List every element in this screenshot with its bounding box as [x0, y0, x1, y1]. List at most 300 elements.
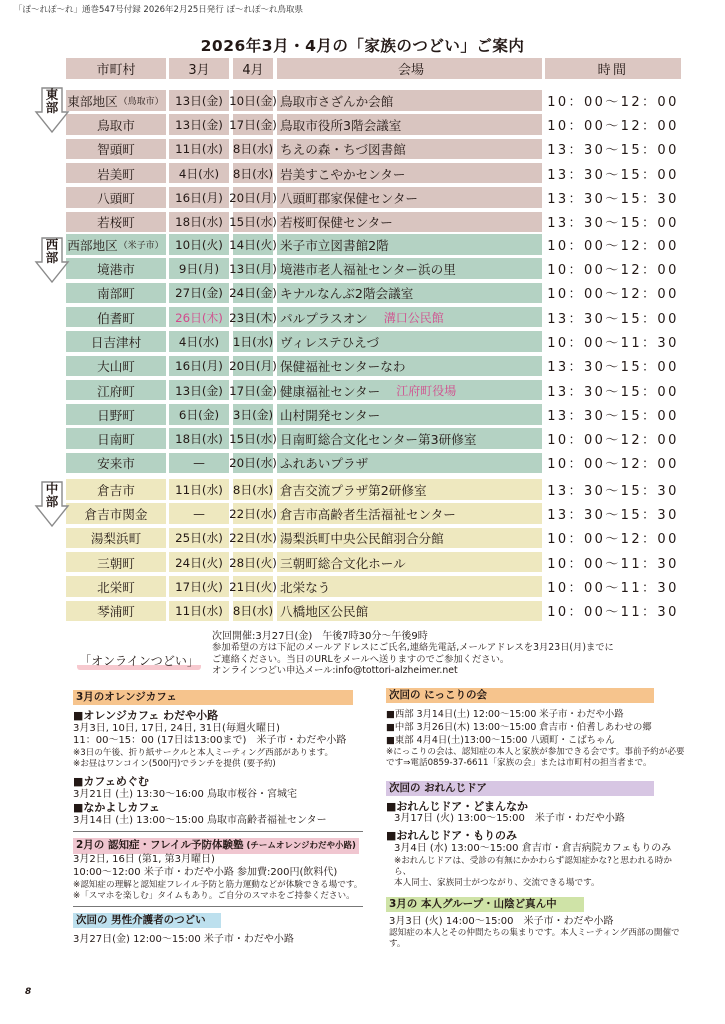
venue-cell	[277, 356, 542, 377]
table-row	[66, 307, 681, 328]
april-date-cell-text: 20日(月)	[229, 359, 277, 374]
march-date-cell-text: 13日(金)	[175, 118, 223, 133]
page-title: 2026年3月・4月の「家族のつどい」ご案内	[200, 37, 525, 55]
april-date-cell-text: 28日(火)	[229, 555, 277, 570]
venue-cell-text: 鳥取市さざんか会館	[280, 93, 394, 109]
march-date-cell-text: —	[193, 455, 205, 470]
march-date-cell-text: 4日(水)	[178, 166, 220, 181]
col-town-header: 市町村	[66, 58, 166, 79]
time-cell-text: 10：00～12：00	[547, 532, 679, 548]
march-date-cell-text: 16日(月)	[175, 359, 223, 374]
march-date-cell-text: 27日(金)	[175, 286, 223, 301]
table-row	[66, 404, 681, 425]
april-date-cell	[229, 283, 277, 304]
venue-cell-text: 倉吉市高齢者生活福祉センター	[280, 507, 456, 523]
time-cell	[545, 283, 681, 304]
time-cell	[545, 428, 681, 449]
march-date-cell	[169, 380, 229, 401]
april-date-cell-text: 8日(水)	[232, 166, 274, 181]
april-date-cell-text: 8日(水)	[232, 482, 274, 497]
town-cell-text: 日吉津村	[90, 334, 142, 350]
divider	[73, 831, 363, 832]
cafe-line: 3月14日 (土) 13:00～15:00 鳥取市高齢者福祉センター	[73, 814, 327, 826]
door-line: 3月4日 (水) 13:00～15:00 倉吉市・倉吉病院カフェもりのみ	[394, 842, 672, 854]
march-date-cell-text: —	[193, 506, 205, 521]
town-cell-text: 大山町	[97, 359, 135, 375]
town-cell-text: 鳥取市	[97, 118, 135, 134]
town-cell	[66, 212, 166, 233]
nikkori-line: ■中部 3月26日(木) 13:00～15:00 倉吉市・伯耆しあわせの郷	[386, 721, 652, 733]
march-date-cell-text: 11日(水)	[175, 604, 223, 619]
divider	[73, 906, 363, 907]
march-date-cell	[169, 307, 229, 328]
col-april-header: 4月	[233, 58, 273, 79]
time-cell-text: 13：30～15：00	[547, 167, 679, 183]
male-caregiver-line: 3月27日(金) 12:00～15:00 米子市・わだや小路	[73, 933, 294, 945]
orange-cafe-title: 3月のオレンジカフェ	[73, 690, 353, 705]
venue-cell-text: 山村開発センター	[280, 407, 381, 423]
april-date-cell	[229, 212, 277, 233]
venue-cell-text: 日南町総合文化センター第3研修室	[280, 432, 477, 448]
online-line: 次回開催:3月27日(金) 午後7時30分～午後9時	[212, 631, 428, 642]
venue-cell-text: キナルなんぶ2階会議室	[280, 286, 414, 302]
nikkori-line: ■西部 3月14日(土) 12:00～15:00 米子市・わだや小路	[386, 708, 624, 720]
april-date-cell	[233, 163, 273, 184]
venue-cell	[277, 503, 542, 524]
march-date-cell-text: 11日(水)	[175, 482, 223, 497]
time-cell-text: 10：00～12：00	[547, 457, 679, 473]
time-cell-text: 13：30～15：00	[547, 143, 679, 159]
region-central-label: 中部	[45, 481, 59, 509]
cafe-note: ※3日の午後、折り紙サークルと本人ミーティング西部があります。	[73, 748, 334, 759]
door-note: ※おれんじドアは、受診の有無にかかわらず認知症かな?と思われる時から、	[394, 855, 672, 877]
venue-cell-text: 若桜町保健センター	[280, 215, 393, 231]
time-cell	[545, 576, 681, 597]
town-cell	[66, 90, 166, 111]
venue-cell	[277, 380, 542, 401]
april-date-cell-text: 14日(火)	[229, 237, 277, 252]
april-date-cell-text: 24日(金)	[229, 286, 277, 301]
nikkori-note: ※にっこりの会は、認知症の本人と家族が参加できる会です。事前予約が必要	[386, 746, 685, 757]
town-cell-text: 湯梨浜町	[90, 531, 142, 547]
april-date-cell	[229, 503, 277, 524]
orange-door-title: 次回の おれんじドア	[386, 781, 654, 796]
venue-note: 溝口公民館	[383, 310, 444, 325]
time-cell-text: 10：00～11：30	[547, 335, 679, 351]
venue-cell	[277, 576, 542, 597]
table-row	[66, 114, 681, 135]
frail-title	[73, 838, 359, 854]
town-cell-text: 八頭町	[97, 190, 135, 206]
table-row	[66, 576, 681, 597]
time-cell-text: 10：00～12：00	[547, 287, 679, 303]
time-cell-text: 10：00～11：30	[547, 580, 679, 596]
april-date-cell	[229, 552, 277, 573]
venue-cell	[277, 479, 542, 500]
table-row	[66, 234, 681, 255]
door-note: 本人同士、家族同士がつながり、交流できる場です。	[394, 877, 600, 888]
time-cell-text: 10：00～11：30	[547, 605, 679, 621]
venue-cell-text: 岩美すこやかセンター	[280, 166, 406, 182]
time-cell	[545, 528, 681, 549]
cafe-name: ■カフェめぐむ	[73, 775, 149, 789]
march-date-cell	[169, 163, 229, 184]
issue-header: 「ぽ～れぽ～れ」通巻547号付録 2026年2月25日発行 ぽ～れぽ～れ鳥取県	[14, 5, 303, 15]
time-cell	[545, 187, 681, 208]
town-cell-text: 倉吉市	[97, 482, 135, 498]
table-row	[66, 453, 681, 474]
time-cell	[545, 356, 681, 377]
time-cell	[545, 404, 681, 425]
venue-cell-text: 鳥取市役所3階会議室	[280, 118, 402, 134]
april-date-cell-text: 21日(火)	[229, 579, 277, 594]
april-date-cell	[233, 139, 273, 160]
town-cell-text: 日野町	[97, 407, 135, 423]
venue-cell	[277, 428, 542, 449]
april-date-cell-text: 22日(水)	[229, 507, 277, 522]
venue-cell	[277, 307, 542, 328]
town-cell	[66, 283, 166, 304]
april-date-cell	[229, 528, 277, 549]
time-cell-text: 10：00～12：00	[547, 119, 679, 135]
male-caregiver-title: 次回の 男性介護者のつどい	[73, 913, 221, 928]
april-date-cell-text: 8日(水)	[232, 604, 274, 619]
town-cell	[66, 331, 166, 352]
town-cell	[66, 528, 166, 549]
march-date-cell-text: 16日(月)	[175, 190, 223, 205]
march-date-cell	[169, 552, 229, 573]
town-cell	[66, 258, 166, 279]
venue-cell	[277, 187, 542, 208]
table-row	[66, 187, 681, 208]
march-date-cell	[169, 528, 229, 549]
time-cell	[545, 453, 681, 474]
march-date-cell-text: 24日(火)	[175, 555, 223, 570]
table-row	[66, 212, 681, 233]
table-row	[66, 552, 681, 573]
march-date-cell-text: 17日(火)	[175, 579, 223, 594]
march-date-cell	[169, 331, 229, 352]
col-time-header: 時間	[545, 58, 681, 79]
town-cell-text: 伯耆町	[97, 310, 135, 326]
april-date-cell	[229, 114, 277, 135]
time-cell-text: 13：30～15：30	[547, 508, 679, 524]
frail-note: ※認知症の理解と認知症フレイル予防と筋力運動などが体験できる場です。	[73, 879, 363, 890]
town-cell	[66, 601, 166, 622]
cafe-name: ■オレンジカフェ わだや小路	[73, 708, 219, 722]
april-date-cell	[233, 331, 273, 352]
town-cell	[66, 576, 166, 597]
march-date-cell-text: 13日(金)	[175, 383, 223, 398]
march-date-cell	[169, 503, 229, 524]
time-cell-text: 10：00～11：30	[547, 556, 679, 572]
april-date-cell-text: 17日(金)	[229, 383, 277, 398]
april-date-cell-text: 20日(月)	[229, 190, 277, 205]
town-cell-text: 南部町	[97, 286, 135, 302]
april-date-cell	[229, 187, 277, 208]
time-cell-text: 10：00～12：00	[547, 238, 679, 254]
venue-cell-text: ヴィレステひえづ	[280, 334, 380, 350]
march-date-cell-text: 26日(木)	[175, 310, 223, 325]
march-date-cell	[169, 139, 229, 160]
april-date-cell-text: 17日(金)	[229, 118, 277, 133]
town-cell-text: 岩美町	[97, 166, 135, 182]
time-cell	[545, 380, 681, 401]
table-row	[66, 139, 681, 160]
cafe-name: ■なかよしカフェ	[73, 800, 160, 814]
town-cell	[66, 453, 166, 474]
venue-cell	[277, 258, 542, 279]
venue-cell	[277, 163, 542, 184]
door-name: ■おれんじドア・どまんなか	[386, 799, 529, 813]
town-cell	[66, 428, 166, 449]
april-date-cell	[229, 258, 277, 279]
town-cell	[66, 552, 166, 573]
venue-cell-text: 倉吉交流プラザ第2研修室	[280, 482, 427, 498]
march-date-cell	[169, 212, 229, 233]
region-east-marker	[40, 88, 64, 114]
town-cell	[66, 187, 166, 208]
time-cell-text: 10：00～12：00	[547, 263, 679, 279]
door-name: ■おれんじドア・もりのみ	[386, 829, 518, 843]
venue-cell	[277, 212, 542, 233]
time-cell	[545, 479, 681, 500]
table-row	[66, 428, 681, 449]
venue-cell-text: 三朝町総合文化ホール	[280, 555, 406, 571]
town-cell	[66, 356, 166, 377]
time-cell	[545, 212, 681, 233]
town-cell	[66, 139, 166, 160]
town-cell-text: 東部地区	[67, 93, 118, 109]
venue-cell-text: ふれあいプラザ	[280, 456, 369, 472]
march-date-cell	[169, 258, 229, 279]
online-line: ご連絡ください。当日のURLをメールへ送りますのでご参加ください。	[212, 653, 510, 665]
table-row	[66, 528, 681, 549]
region-west-label: 西部	[45, 237, 59, 265]
april-date-cell-text: 3日(金)	[232, 407, 274, 422]
cafe-line: 3月3日, 10日, 17日, 24日, 31日(毎週火曜日)	[73, 722, 280, 734]
march-date-cell-text: 13日(金)	[175, 93, 223, 108]
venue-cell	[277, 404, 542, 425]
nikkori-title: 次回の にっこりの会	[386, 688, 654, 703]
venue-note: 江府町役場	[396, 383, 457, 398]
venue-cell-text: 健康福祉センター	[280, 383, 381, 399]
time-cell-text: 13：30～15：00	[547, 311, 679, 327]
door-line: 3月17日 (火) 13:00～15:00 米子市・わだや小路	[394, 813, 625, 825]
time-cell	[545, 307, 681, 328]
march-date-cell-text: 4日(水)	[178, 334, 220, 349]
town-cell	[66, 479, 166, 500]
march-date-cell-text: 11日(水)	[175, 142, 223, 157]
april-date-cell	[229, 90, 277, 111]
march-date-cell-text: 18日(水)	[175, 215, 223, 230]
town-cell-text: 日南町	[97, 432, 135, 448]
april-date-cell-text: 15日(水)	[229, 432, 277, 447]
april-date-cell-text: 8日(水)	[232, 142, 274, 157]
frail-line: 3月2日, 16日 (第1, 第3月曜日)	[73, 854, 215, 866]
table-row	[66, 331, 681, 352]
venue-cell	[277, 283, 542, 304]
april-date-cell	[233, 479, 273, 500]
town-cell	[66, 404, 166, 425]
town-cell	[66, 380, 166, 401]
april-date-cell-text: 13日(月)	[229, 262, 277, 277]
table-row	[66, 601, 681, 622]
honnin-note: 認知症の本人とその仲間たちの集まりです。本人ミーティング西部の開催です。	[389, 928, 680, 950]
table-row	[66, 90, 681, 111]
march-date-cell	[169, 187, 229, 208]
region-west-marker	[40, 238, 64, 264]
frail-title-text: 2月の 認知症・フレイル予防体験塾	[76, 839, 244, 852]
table-row	[66, 503, 681, 524]
region-central-marker	[40, 482, 64, 508]
march-date-cell	[169, 479, 229, 500]
table-row	[66, 283, 681, 304]
april-date-cell	[229, 576, 277, 597]
town-cell-text: 若桜町	[97, 215, 135, 231]
april-date-cell	[229, 428, 277, 449]
table-row	[66, 258, 681, 279]
april-date-cell-text: 22日(水)	[229, 531, 277, 546]
honnin-group-title: 3月の 本人グループ・山陰ど真ん中	[386, 897, 584, 912]
april-date-cell-text: 20日(水)	[229, 456, 277, 471]
april-date-cell	[229, 307, 277, 328]
time-cell	[545, 163, 681, 184]
frail-line: 10:00～12:00 米子市・わだや小路 参加費:200円(飲料代)	[73, 866, 338, 878]
march-date-cell	[169, 234, 229, 255]
venue-cell-text: 八頭町郡家保健センター	[280, 190, 419, 206]
left-events	[73, 690, 363, 946]
venue-cell	[277, 331, 542, 352]
time-cell	[545, 234, 681, 255]
march-date-cell	[169, 453, 229, 474]
frail-note: ※「スマホを楽しむ」タイムもあり。ご自分のスマホをご持参ください。	[73, 890, 355, 901]
time-cell-text: 13：30～15：00	[547, 384, 679, 400]
town-cell	[66, 114, 166, 135]
table-header-row	[66, 58, 681, 79]
venue-cell	[277, 601, 542, 622]
town-cell	[66, 163, 166, 184]
time-cell	[545, 331, 681, 352]
town-sub-label: （米子市）	[118, 240, 164, 251]
venue-cell	[277, 453, 542, 474]
town-cell	[66, 503, 166, 524]
time-cell-text: 13：30～15：30	[547, 191, 679, 207]
april-date-cell-text: 15日(水)	[229, 215, 277, 230]
venue-cell	[277, 528, 542, 549]
april-date-cell	[233, 404, 273, 425]
town-cell	[66, 307, 166, 328]
april-date-cell	[229, 453, 277, 474]
april-date-cell	[229, 380, 277, 401]
march-date-cell	[169, 283, 229, 304]
online-label: 「オンラインつどい」	[77, 650, 201, 670]
town-cell	[66, 234, 166, 255]
venue-cell	[277, 114, 542, 135]
venue-cell	[277, 234, 542, 255]
march-date-cell-text: 18日(水)	[175, 432, 223, 447]
town-sub-label: （鳥取市）	[118, 96, 164, 107]
cafe-line: 3月21日 (土) 13:30～16:00 鳥取市桜谷・宮城宅	[73, 788, 298, 800]
april-date-cell	[233, 601, 273, 622]
venue-cell-text: ちえの森・ちづ図書館	[280, 142, 406, 158]
table-row	[66, 163, 681, 184]
venue-cell	[277, 552, 542, 573]
online-line: オンラインつどい申込メール:info@tottori-alzheimer.net	[212, 664, 458, 676]
time-cell-text: 10：00～12：00	[547, 433, 679, 449]
april-date-cell-text: 1日(水)	[232, 334, 274, 349]
town-cell-text: 三朝町	[97, 555, 135, 571]
venue-cell-text: 境港市老人福祉センター浜の里	[280, 262, 456, 278]
venue-cell	[277, 139, 542, 160]
online-info	[212, 631, 672, 676]
march-date-cell	[169, 576, 229, 597]
time-cell	[545, 90, 681, 111]
frail-title-sub: (チームオレンジわだや小路)	[246, 841, 356, 852]
march-date-cell-text: 10日(火)	[175, 237, 223, 252]
page-number: 8	[25, 987, 32, 997]
town-cell-text: 智頭町	[97, 142, 135, 158]
cafe-line: 11：00～15：00 (17日は13:00まで) 米子市・わだや小路	[73, 735, 347, 747]
col-march-header: 3月	[169, 58, 229, 79]
venue-cell	[277, 90, 542, 111]
march-date-cell	[169, 90, 229, 111]
venue-cell-text: 八橋地区公民館	[280, 604, 369, 620]
april-date-cell-text: 10日(金)	[229, 93, 277, 108]
col-venue-header: 会場	[277, 58, 542, 79]
town-cell-text: 西部地区	[67, 237, 118, 253]
march-date-cell-text: 25日(水)	[175, 531, 223, 546]
march-date-cell	[169, 356, 229, 377]
nikkori-note: です⇒電話0859-37-6611「家族の会」または市町村の担当者まで。	[386, 757, 652, 768]
nikkori-line: ■東部 4月4日(土)13:00～15:00 八頭町・こばちゃん	[386, 734, 615, 746]
time-cell-text: 13：30～15：30	[547, 483, 679, 499]
time-cell	[545, 258, 681, 279]
march-date-cell	[169, 114, 229, 135]
april-date-cell	[229, 234, 277, 255]
cafe-note: ※お昼はワンコイン(500円)でランチを提供 (要予約)	[73, 759, 276, 770]
april-date-cell-text: 23日(木)	[229, 310, 277, 325]
time-cell	[545, 552, 681, 573]
region-east-label: 東部	[45, 87, 59, 115]
right-events	[386, 688, 686, 950]
town-cell-text: 安来市	[97, 456, 135, 472]
march-date-cell-text: 6日(金)	[178, 407, 220, 422]
venue-cell-text: 北栄なう	[280, 579, 331, 595]
venue-cell-text: 米子市立図書館2階	[280, 237, 389, 253]
venue-cell-text: 保健福祉センターなわ	[280, 359, 406, 375]
time-cell	[545, 139, 681, 160]
time-cell-text: 13：30～15：00	[547, 360, 679, 376]
honnin-line: 3月3日 (火) 14:00～15:00 米子市・わだや小路	[389, 915, 614, 927]
table-row	[66, 356, 681, 377]
time-cell-text: 13：30～15：00	[547, 408, 679, 424]
march-date-cell	[169, 428, 229, 449]
time-cell-text: 13：30～15：00	[547, 216, 679, 232]
time-cell-text: 10：00～12：00	[547, 94, 679, 110]
town-cell-text: 北栄町	[97, 579, 135, 595]
time-cell	[545, 114, 681, 135]
town-cell-text: 境港市	[97, 262, 135, 278]
town-cell-text: 江府町	[97, 383, 135, 399]
april-date-cell	[229, 356, 277, 377]
online-line: 参加希望の方は下記のメールアドレスにご氏名,連絡先電話,メールアドレスを3月23日(月)までに	[212, 642, 614, 654]
town-cell-text: 倉吉市関金	[84, 507, 148, 523]
time-cell	[545, 503, 681, 524]
table-row	[66, 380, 681, 401]
venue-cell-text: パルプラスオン	[280, 310, 368, 326]
march-date-cell-text: 9日(月)	[178, 262, 220, 277]
